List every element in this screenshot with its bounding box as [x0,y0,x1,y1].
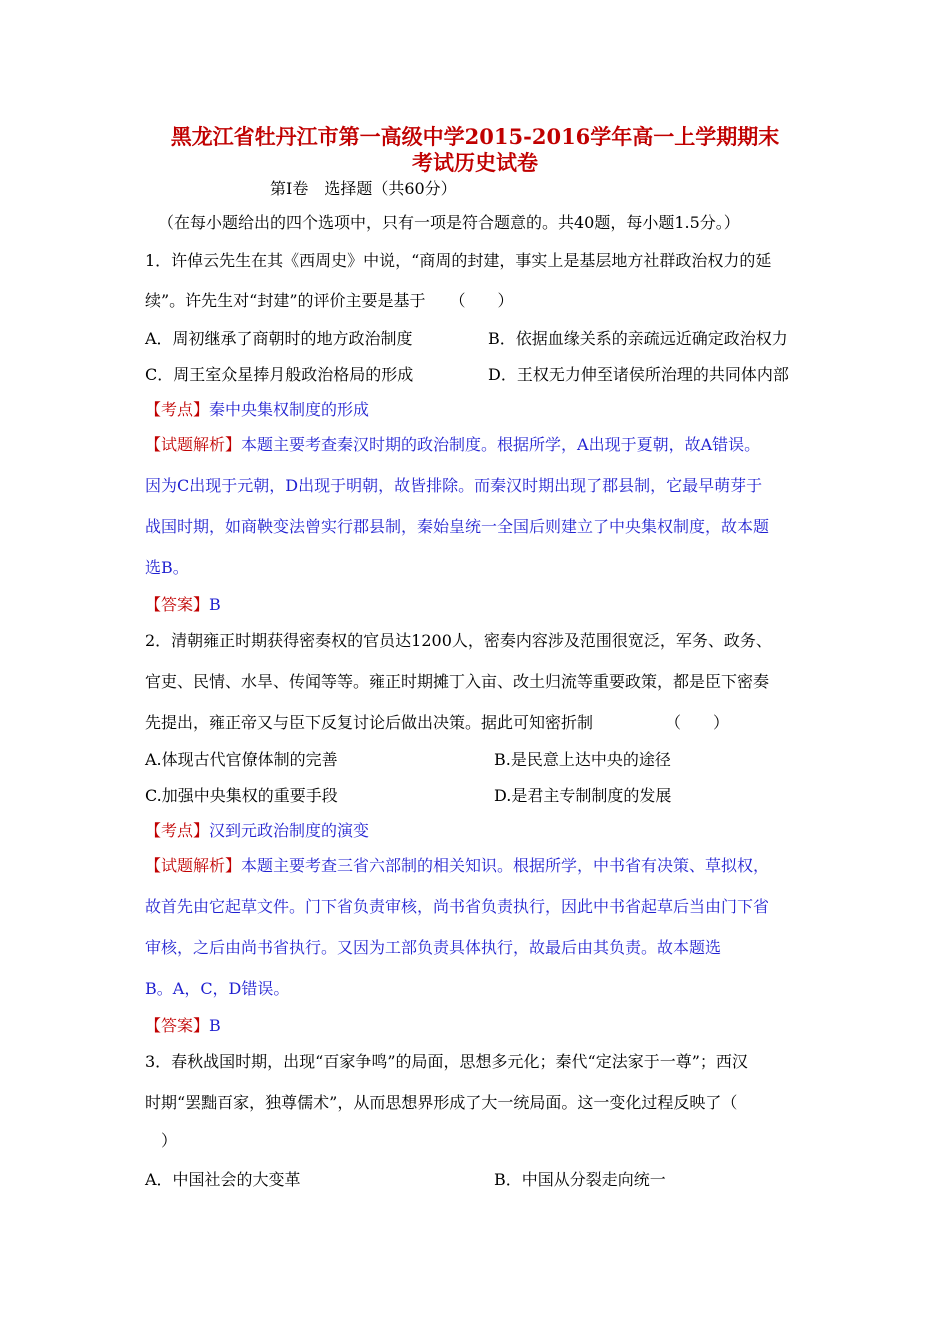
document-title-line2: 考试历史试卷 [412,150,538,175]
q2-jiexi-line1 [145,855,769,877]
q1-jiexi-line3: 战国时期，如商鞅变法曾实行郡县制，秦始皇统一全国后则建立了中央集权制度，故本题 [145,517,770,536]
q2-answer-value: B [209,1016,221,1035]
q2-kaodian-text: 汉到元政治制度的演变 [209,821,370,840]
q2-kaodian-tag: 【考点】 [145,821,210,840]
q2-jiexi-line2: 故首先由它起草文件。门下省负责审核，尚书省负责执行，因此中书省起草后当由门下省 [145,897,770,916]
q2-answer [145,1015,221,1037]
q2-stem-line1: 2．清朝雍正时期获得密奏权的官员达1200人，密奏内容涉及范围很宽泛，军务、政务、 [145,631,772,650]
q1-jiexi-line4: 选B。 [145,558,189,577]
q1-answer-value: B [209,595,221,614]
q1-option-d: D．王权无力伸至诸侯所治理的共同体内部 [488,365,789,384]
q1-option-a: A．周初继承了商朝时的地方政治制度 [145,329,413,348]
q1-answer [145,594,221,616]
q1-kaodian [145,399,369,421]
q2-jiexi-line4: B。A，C，D错误。 [145,979,290,998]
q1-stem-line2: 续”。许先生对“封建”的评价主要是基于 （ ） [145,291,514,310]
q1-stem-line1: 1．许倬云先生在其《西周史》中说，“商周的封建，事实上是基层地方社群政治权力的延 [145,251,772,270]
q3-stem-line3: ） [145,1131,178,1150]
q2-stem-line3: 先提出，雍正帝又与臣下反复讨论后做出决策。据此可知密折制 （ ） [145,713,730,732]
q1-jiexi-line1 [145,434,760,456]
q3-option-a: A．中国社会的大变革 [145,1170,301,1189]
q3-stem-line2: 时期“罢黜百家，独尊儒术”，从而思想界形成了大一统局面。这一变化过程反映了（ [145,1093,738,1112]
q1-jiexi-line2: 因为C出现于元朝，D出现于明朝，故皆排除。而秦汉时期出现了郡县制，它最早萌芽于 [145,476,763,495]
q1-option-b: B．依据血缘关系的亲疏远近确定政治权力 [488,329,788,348]
q2-jiexi-text1: 本题主要考查三省六部制的相关知识。根据所学，中书省有决策、草拟权， [241,856,770,875]
q3-stem-line1: 3．春秋战国时期，出现“百家争鸣”的局面，思想多元化；秦代“定法家于一尊”；西汉 [145,1052,748,1071]
q1-jiexi-tag: 【试题解析】 [145,435,242,454]
q2-option-a: A.体现古代官僚体制的完善 [145,750,338,769]
q1-jiexi-text1: 本题主要考查秦汉时期的政治制度。根据所学，A出现于夏朝，故A错误。 [241,435,761,454]
q3-option-b: B．中国从分裂走向统一 [494,1170,666,1189]
q2-option-d: D.是君主专制制度的发展 [494,786,672,805]
q2-kaodian [145,820,369,842]
q2-answer-tag: 【答案】 [145,1016,210,1035]
instruction-text: （在每小题给出的四个选项中，只有一项是符合题意的。共40题，每小题1.5分。） [158,213,740,232]
q1-option-c: C．周王室众星捧月般政治格局的形成 [145,365,414,384]
q2-option-c: C.加强中央集权的重要手段 [145,786,338,805]
q1-kaodian-text: 秦中央集权制度的形成 [209,400,370,419]
q2-jiexi-line3: 审核，之后由尚书省执行。又因为工部负责具体执行，故最后由其负责。故本题选 [145,938,722,957]
q1-kaodian-tag: 【考点】 [145,400,210,419]
q2-stem-line2: 官吏、民情、水旱、传闻等等。雍正时期摊丁入亩、改土归流等重要政策，都是臣下密奏 [145,672,770,691]
q1-answer-tag: 【答案】 [145,595,210,614]
document-title-line1: 黑龙江省牡丹江市第一高级中学2015-2016学年高一上学期期末 [170,124,780,149]
q2-option-b: B.是民意上达中央的途径 [494,750,671,769]
q2-jiexi-tag: 【试题解析】 [145,856,242,875]
section-heading: 第Ⅰ卷 选择题（共60分） [270,179,457,198]
